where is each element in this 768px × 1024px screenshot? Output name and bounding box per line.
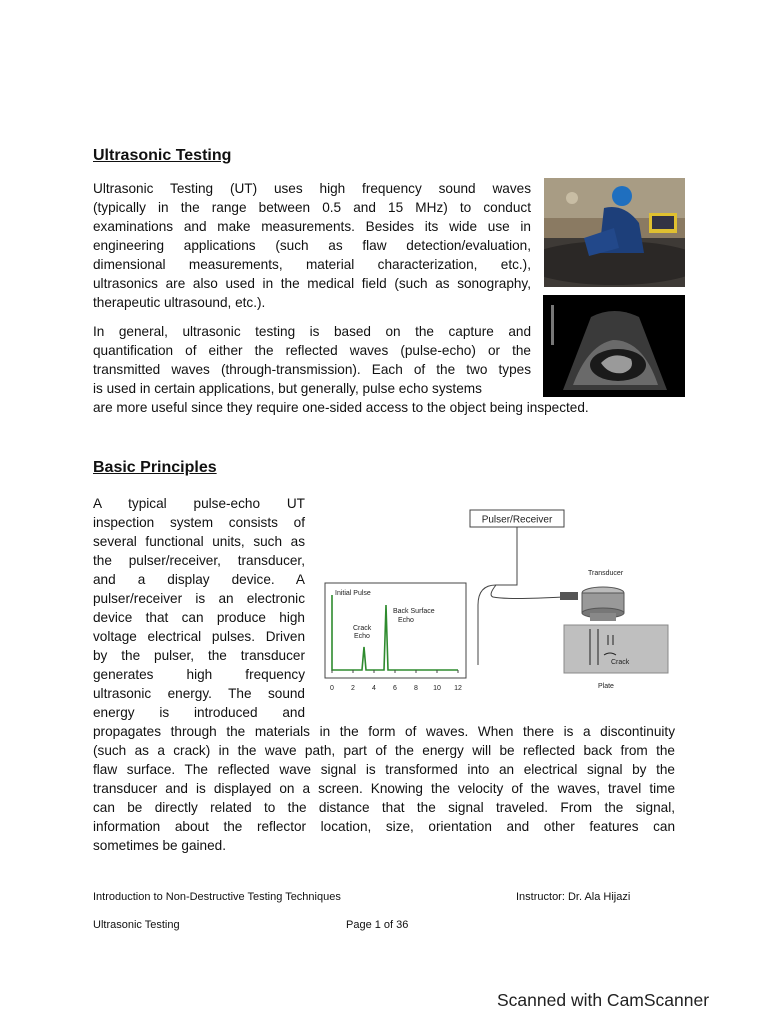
section-title-ultrasonic-testing: Ultrasonic Testing: [93, 147, 232, 164]
x-tick-label: 12: [454, 685, 462, 692]
back-surface-echo-label-1: Back Surface: [393, 608, 435, 615]
x-tick-label: 8: [414, 685, 418, 692]
camscanner-watermark: Scanned with CamScanner: [497, 990, 710, 1010]
text-line: generates high frequency: [93, 667, 305, 682]
text-line: information about the reflector location, size, orientation and other features can: [93, 819, 675, 834]
initial-pulse-label: Initial Pulse: [335, 590, 371, 597]
back-surface-echo-label-2: Echo: [398, 617, 414, 624]
text-line: inspection system consists of: [93, 515, 305, 530]
text-line: In general, ultrasonic testing is based on the capture and: [93, 324, 531, 339]
text-line: ultrasonics are also used in the medical field (such as sonography,: [93, 276, 531, 291]
text-line: are more useful since they require one-sided access to the object being inspected.: [93, 400, 589, 415]
text-line: engineering applications (such as flaw detection/evaluation,: [93, 238, 531, 253]
text-line: ultrasonic energy. The sound: [93, 686, 305, 701]
x-tick-label: 6: [393, 685, 397, 692]
pulser-receiver-label: Pulser/Receiver: [481, 514, 553, 526]
technician-photo: [544, 178, 685, 287]
text-line: dimensional measurements, material characterization, etc.),: [93, 257, 531, 272]
text-line: device that can produce high: [93, 610, 305, 625]
x-tick-label: 0: [330, 685, 334, 692]
pulse-echo-diagram: [318, 505, 690, 700]
x-tick-label: 2: [351, 685, 355, 692]
text-line: and a display device. A: [93, 572, 305, 587]
text-line: (typically in the range between 0.5 and 15 MHz) to conduct: [93, 200, 531, 215]
text-line: the pulser/receiver, transducer,: [93, 553, 305, 568]
plate-label: Plate: [598, 683, 614, 690]
sonogram-photo: [543, 295, 685, 397]
footer-topic: Ultrasonic Testing: [93, 919, 180, 931]
crack-label: Crack: [611, 659, 630, 666]
x-tick-label: 10: [433, 685, 441, 692]
text-line: several functional units, such as: [93, 534, 305, 549]
text-line: can be directly related to the distance that the signal traveled. From the signal,: [93, 800, 675, 815]
crack-echo-label-1: Crack: [353, 625, 372, 632]
text-line: flaw surface. The reflected wave signal is transformed into an electrical signal by the: [93, 762, 675, 777]
text-line: sometimes be gained.: [93, 838, 226, 853]
text-line: therapeutic ultrasound, etc.).: [93, 295, 266, 310]
text-line: A typical pulse-echo UT: [93, 496, 305, 511]
text-line: Ultrasonic Testing (UT) uses high frequency sound waves: [93, 181, 531, 196]
text-line: propagates through the materials in the form of waves. When there is a discontinuity: [93, 724, 675, 739]
text-line: examinations and make measurements. Besides its wide use in: [93, 219, 531, 234]
pulse-echo-paragraph: [93, 322, 589, 417]
cable-to-transducer: [491, 585, 563, 599]
text-line: pulser/receiver is an electronic: [93, 591, 305, 606]
display-screen: [325, 583, 466, 678]
transducer-label: Transducer: [588, 570, 624, 577]
footer-instructor: Instructor: Dr. Ala Hijazi: [516, 891, 631, 903]
intro-paragraph: [93, 179, 531, 312]
footer-course: Introduction to Non-Destructive Testing Techniques: [93, 891, 341, 903]
text-line: transmitted waves (through-transmission). Each of the two types: [93, 362, 531, 377]
text-line: quantification of either the reflected waves (pulse-echo) or the: [93, 343, 531, 358]
text-line: energy is introduced and: [93, 705, 305, 720]
principles-wide-paragraph: [93, 722, 675, 855]
footer-page-number: Page 1 of 36: [346, 919, 409, 931]
text-line: voltage electrical pulses. Driven: [93, 629, 305, 644]
principles-narrow-paragraph: [93, 494, 305, 722]
text-line: (such as a crack) in the wave path, part of the energy will be reflected back from the: [93, 743, 675, 758]
text-line: by the pulser, the transducer: [93, 648, 305, 663]
section-title-basic-principles: Basic Principles: [93, 459, 217, 476]
cable-to-display: [478, 527, 517, 665]
crack-echo-label-2: Echo: [354, 633, 370, 640]
x-tick-label: 4: [372, 685, 376, 692]
text-line: transducer and is displayed on a screen. Knowing the velocity of the waves, travel time: [93, 781, 675, 796]
transducer-connector: [560, 592, 578, 600]
text-line: is used in certain applications, but generally, pulse echo systems: [93, 381, 482, 396]
